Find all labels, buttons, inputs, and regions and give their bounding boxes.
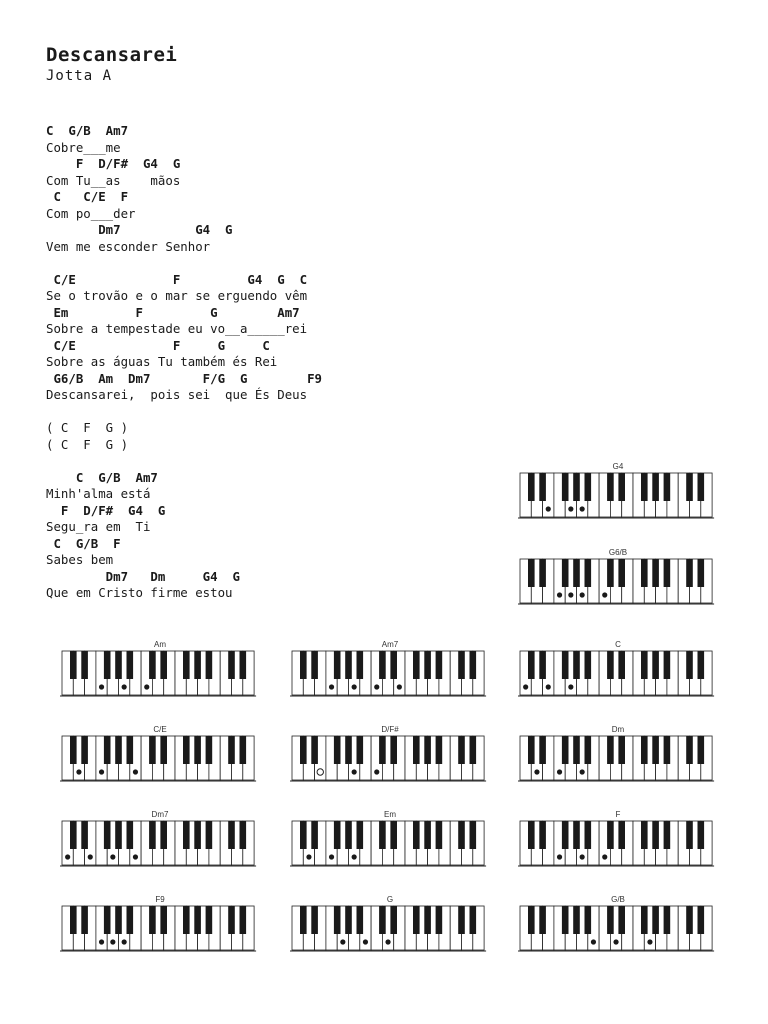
black-key	[240, 821, 247, 849]
black-key	[379, 736, 386, 764]
black-key	[539, 473, 546, 501]
black-key	[652, 736, 659, 764]
black-key	[228, 821, 235, 849]
blank-line	[46, 255, 506, 272]
song-artist: Jotta A	[46, 68, 113, 84]
note-dot	[557, 854, 562, 859]
piano-keyboard	[290, 905, 490, 955]
black-key	[539, 736, 546, 764]
black-key	[413, 906, 420, 934]
piano-keyboard	[518, 650, 718, 700]
black-key	[104, 736, 111, 764]
black-key	[379, 821, 386, 849]
black-key	[228, 736, 235, 764]
lyric-line: ( C F G )	[46, 420, 129, 435]
note-dot	[340, 939, 345, 944]
keyboard-diagram	[60, 895, 260, 965]
lyric-line: Minh'alma está	[46, 486, 151, 501]
black-key	[70, 651, 77, 679]
black-key	[652, 651, 659, 679]
keyboard-diagram	[290, 810, 490, 880]
black-key	[228, 906, 235, 934]
black-key	[115, 736, 122, 764]
black-key	[424, 651, 431, 679]
black-key	[641, 473, 648, 501]
black-key	[664, 473, 671, 501]
black-key	[81, 736, 88, 764]
black-key	[641, 906, 648, 934]
black-key	[573, 736, 580, 764]
black-key	[698, 559, 705, 587]
note-dot	[557, 592, 562, 597]
black-key	[573, 906, 580, 934]
black-key	[618, 821, 625, 849]
black-key	[664, 906, 671, 934]
note-dot	[144, 684, 149, 689]
note-dot	[374, 684, 379, 689]
black-key	[311, 736, 318, 764]
black-key	[127, 736, 134, 764]
black-key	[149, 906, 156, 934]
note-dot	[99, 939, 104, 944]
black-key	[458, 821, 465, 849]
black-key	[149, 651, 156, 679]
lyric-line: Descansarei, pois sei que És Deus	[46, 387, 308, 402]
note-dot	[580, 506, 585, 511]
note-dot	[568, 684, 573, 689]
chord-line: Em F G Am7	[46, 304, 300, 320]
black-key	[686, 906, 693, 934]
black-key	[641, 736, 648, 764]
piano-keyboard	[518, 735, 718, 785]
piano-keyboard	[60, 735, 260, 785]
note-dot	[591, 939, 596, 944]
black-key	[436, 651, 443, 679]
black-key	[458, 736, 465, 764]
black-key	[127, 906, 134, 934]
keyboard-diagram	[518, 548, 718, 618]
note-dot	[122, 939, 127, 944]
keyboard-diagram	[518, 640, 718, 710]
black-key	[240, 736, 247, 764]
black-key	[334, 906, 341, 934]
black-key	[641, 559, 648, 587]
chord-line: C G/B F	[46, 535, 121, 551]
piano-keyboard	[518, 472, 718, 522]
black-key	[607, 651, 614, 679]
black-key	[618, 736, 625, 764]
black-key	[562, 473, 569, 501]
black-key	[436, 736, 443, 764]
black-key	[528, 651, 535, 679]
chord-line: G6/B Am Dm7 F/G G F9	[46, 370, 323, 386]
black-key	[562, 821, 569, 849]
black-key	[562, 651, 569, 679]
piano-keyboard	[60, 650, 260, 700]
black-key	[127, 651, 134, 679]
black-key	[81, 821, 88, 849]
black-key	[149, 821, 156, 849]
black-key	[228, 651, 235, 679]
black-key	[194, 736, 201, 764]
black-key	[664, 821, 671, 849]
lyric-line: Que em Cristo firme estou	[46, 585, 233, 600]
note-dot	[65, 854, 70, 859]
lyric-line: Sobre a tempestade eu vo__a_____rei	[46, 321, 308, 336]
black-key	[585, 473, 592, 501]
note-dot	[534, 769, 539, 774]
black-key	[585, 821, 592, 849]
note-dot	[110, 854, 115, 859]
black-key	[641, 821, 648, 849]
blank-line	[46, 404, 506, 421]
black-key	[539, 651, 546, 679]
keyboard-diagram	[518, 810, 718, 880]
keyboard-diagram	[518, 725, 718, 795]
piano-keyboard	[290, 735, 490, 785]
black-key	[357, 736, 364, 764]
black-key	[345, 736, 352, 764]
black-key	[149, 736, 156, 764]
black-key	[698, 906, 705, 934]
black-key	[539, 906, 546, 934]
black-key	[698, 736, 705, 764]
black-key	[641, 651, 648, 679]
black-key	[618, 906, 625, 934]
black-key	[240, 906, 247, 934]
note-dot	[568, 592, 573, 597]
black-key	[194, 651, 201, 679]
black-key	[206, 651, 213, 679]
black-key	[686, 736, 693, 764]
chord-line: C G/B Am7	[46, 123, 129, 138]
black-key	[618, 651, 625, 679]
black-key	[311, 906, 318, 934]
note-dot	[580, 854, 585, 859]
chord-name: Am7	[381, 640, 399, 649]
black-key	[127, 821, 134, 849]
black-key	[528, 736, 535, 764]
black-key	[379, 651, 386, 679]
chord-name: G4	[612, 462, 624, 471]
black-key	[104, 821, 111, 849]
black-key	[81, 651, 88, 679]
black-key	[300, 821, 307, 849]
black-key	[686, 473, 693, 501]
lyric-line: Sabes bem	[46, 552, 114, 567]
note-dot	[133, 854, 138, 859]
black-key	[652, 559, 659, 587]
note-dot	[306, 854, 311, 859]
chord-name: D/F#	[381, 725, 399, 734]
black-key	[413, 736, 420, 764]
keyboard-diagram	[290, 640, 490, 710]
chord-name: G	[386, 895, 394, 904]
black-key	[206, 736, 213, 764]
black-key	[436, 821, 443, 849]
black-key	[311, 821, 318, 849]
piano-keyboard	[60, 820, 260, 870]
black-key	[698, 473, 705, 501]
chord-name: G6/B	[608, 548, 628, 557]
black-key	[573, 559, 580, 587]
black-key	[104, 906, 111, 934]
black-key	[585, 736, 592, 764]
black-key	[470, 651, 477, 679]
black-key	[194, 906, 201, 934]
black-key	[539, 821, 546, 849]
lyric-line: ( C F G )	[46, 436, 129, 452]
black-key	[334, 736, 341, 764]
keyboard-diagram	[60, 810, 260, 880]
black-key	[528, 821, 535, 849]
black-key	[390, 906, 397, 934]
black-key	[160, 906, 167, 934]
note-dot	[580, 769, 585, 774]
lyric-line: Com Tu__as mãos	[46, 172, 181, 188]
black-key	[104, 651, 111, 679]
note-dot	[352, 684, 357, 689]
black-key	[424, 736, 431, 764]
black-key	[183, 821, 190, 849]
black-key	[618, 559, 625, 587]
black-key	[562, 906, 569, 934]
lyric-line: Se o trovão e o mar se erguendo vêm	[46, 288, 308, 303]
black-key	[379, 906, 386, 934]
black-key	[539, 559, 546, 587]
black-key	[686, 821, 693, 849]
black-key	[652, 906, 659, 934]
black-key	[573, 473, 580, 501]
black-key	[470, 821, 477, 849]
piano-keyboard	[60, 905, 260, 955]
black-key	[562, 736, 569, 764]
lyric-line: Sobre as águas Tu também és Rei	[46, 354, 278, 369]
note-dot	[317, 769, 323, 775]
note-dot	[99, 769, 104, 774]
black-key	[607, 821, 614, 849]
black-key	[334, 651, 341, 679]
black-key	[458, 906, 465, 934]
black-key	[70, 821, 77, 849]
black-key	[300, 651, 307, 679]
keyboard-diagram	[60, 725, 260, 795]
keyboard-diagram	[518, 462, 718, 532]
black-key	[607, 473, 614, 501]
black-key	[585, 651, 592, 679]
note-dot	[613, 939, 618, 944]
note-dot	[546, 684, 551, 689]
note-dot	[523, 684, 528, 689]
black-key	[470, 906, 477, 934]
black-key	[183, 906, 190, 934]
note-dot	[647, 939, 652, 944]
black-key	[183, 736, 190, 764]
chord-line: C/E F G C	[46, 337, 270, 353]
lyric-line: Vem me esconder Senhor	[46, 238, 211, 254]
chord-line: C/E F G4 G C	[46, 271, 308, 287]
black-key	[357, 651, 364, 679]
black-key	[686, 559, 693, 587]
chord-line: F D/F# G4 G	[46, 502, 166, 518]
chord-name: C/E	[153, 725, 167, 734]
note-dot	[99, 684, 104, 689]
keyboard-diagram	[290, 725, 490, 795]
black-key	[573, 651, 580, 679]
black-key	[357, 906, 364, 934]
note-dot	[363, 939, 368, 944]
black-key	[470, 736, 477, 764]
black-key	[334, 821, 341, 849]
note-dot	[602, 592, 607, 597]
chord-line: Dm7 G4 G	[46, 222, 233, 237]
black-key	[652, 473, 659, 501]
black-key	[585, 559, 592, 587]
keyboard-diagram	[290, 895, 490, 965]
chord-name: F9	[155, 895, 165, 904]
black-key	[206, 906, 213, 934]
note-dot	[397, 684, 402, 689]
note-dot	[385, 939, 390, 944]
black-key	[698, 821, 705, 849]
black-key	[345, 651, 352, 679]
blank-line	[46, 453, 506, 470]
chord-name: G/B	[611, 895, 625, 904]
black-key	[664, 736, 671, 764]
lyric-line: Cobre___me	[46, 139, 121, 155]
black-key	[160, 651, 167, 679]
chord-line: Dm7 Dm G4 G	[46, 568, 240, 584]
black-key	[528, 473, 535, 501]
black-key	[528, 559, 535, 587]
note-dot	[76, 769, 81, 774]
chord-line: C G/B Am7	[46, 469, 158, 485]
note-dot	[602, 854, 607, 859]
chord-name: Em	[384, 810, 396, 819]
black-key	[160, 821, 167, 849]
chord-name: Am	[154, 640, 166, 649]
black-key	[390, 651, 397, 679]
black-key	[115, 821, 122, 849]
black-key	[562, 559, 569, 587]
piano-keyboard	[290, 650, 490, 700]
black-key	[698, 651, 705, 679]
black-key	[436, 906, 443, 934]
black-key	[206, 821, 213, 849]
chord-name: C	[615, 640, 621, 649]
black-key	[664, 651, 671, 679]
note-dot	[110, 939, 115, 944]
black-key	[115, 906, 122, 934]
black-key	[413, 651, 420, 679]
black-key	[424, 821, 431, 849]
black-key	[311, 651, 318, 679]
black-key	[194, 821, 201, 849]
black-key	[300, 906, 307, 934]
black-key	[300, 736, 307, 764]
black-key	[585, 906, 592, 934]
note-dot	[329, 684, 334, 689]
chord-line: F D/F# G4 G	[46, 156, 181, 171]
black-key	[424, 906, 431, 934]
chord-name: F	[615, 810, 621, 819]
note-dot	[122, 684, 127, 689]
piano-keyboard	[518, 820, 718, 870]
black-key	[652, 821, 659, 849]
lyric-line: Segu_ra em Ti	[46, 519, 151, 534]
lyric-line: Com po___der	[46, 205, 136, 221]
note-dot	[374, 769, 379, 774]
keyboard-diagram	[518, 895, 718, 965]
black-key	[345, 821, 352, 849]
note-dot	[546, 506, 551, 511]
black-key	[607, 736, 614, 764]
black-key	[345, 906, 352, 934]
black-key	[607, 559, 614, 587]
note-dot	[133, 769, 138, 774]
chord-name: Dm7	[151, 810, 169, 819]
song-title: Descansarei	[46, 44, 178, 66]
black-key	[573, 821, 580, 849]
black-key	[528, 906, 535, 934]
black-key	[115, 651, 122, 679]
piano-keyboard	[518, 905, 718, 955]
note-dot	[568, 506, 573, 511]
chord-line: C C/E F	[46, 189, 129, 204]
chord-name: Dm	[611, 725, 625, 734]
black-key	[81, 906, 88, 934]
note-dot	[580, 592, 585, 597]
black-key	[357, 821, 364, 849]
black-key	[70, 906, 77, 934]
black-key	[413, 821, 420, 849]
note-dot	[352, 769, 357, 774]
black-key	[390, 736, 397, 764]
black-key	[607, 906, 614, 934]
keyboard-diagram	[60, 640, 260, 710]
black-key	[390, 821, 397, 849]
note-dot	[88, 854, 93, 859]
black-key	[618, 473, 625, 501]
black-key	[686, 651, 693, 679]
black-key	[183, 651, 190, 679]
piano-keyboard	[518, 558, 718, 608]
black-key	[664, 559, 671, 587]
note-dot	[329, 854, 334, 859]
black-key	[70, 736, 77, 764]
chord-sheet	[46, 123, 506, 602]
black-key	[240, 651, 247, 679]
note-dot	[352, 854, 357, 859]
note-dot	[557, 769, 562, 774]
black-key	[160, 736, 167, 764]
piano-keyboard	[290, 820, 490, 870]
black-key	[458, 651, 465, 679]
